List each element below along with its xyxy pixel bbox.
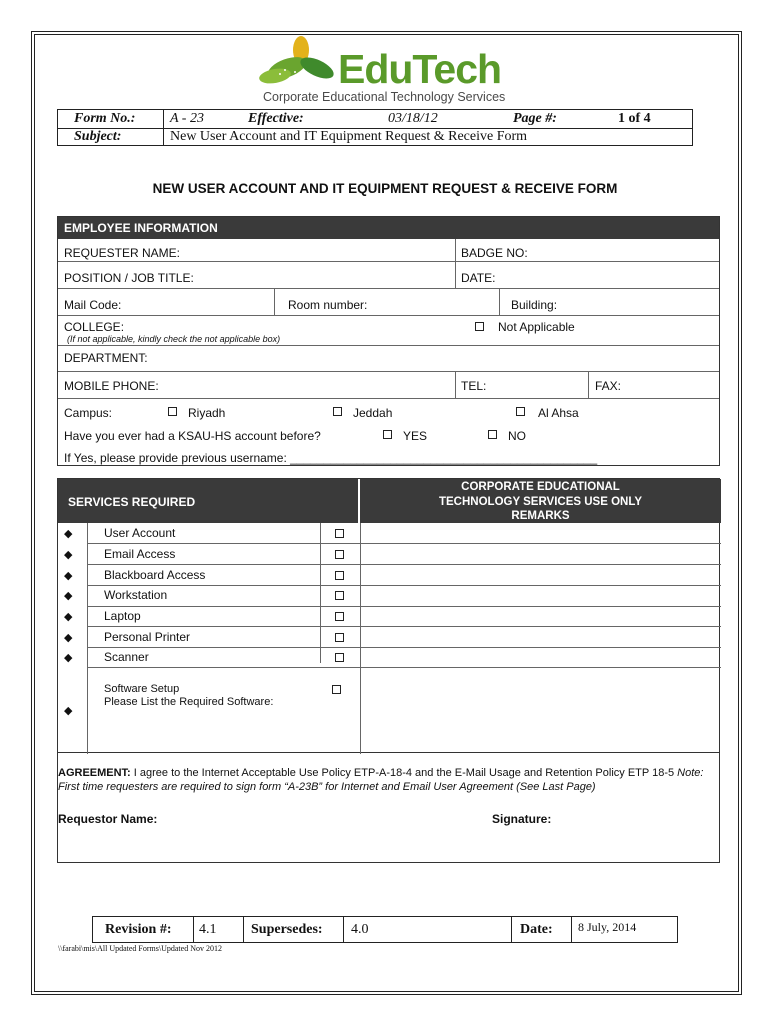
subject-value: New User Account and IT Equipment Request & Receive Form	[170, 129, 528, 144]
no-label: NO	[508, 429, 526, 443]
footer-file-path: \\farabi\mis\All Updated Forms\Updated Nov 2012	[58, 944, 222, 953]
bullet-diamond-icon: ◆	[64, 528, 73, 540]
logo-tagline: Corporate Educational Technology Services	[263, 90, 506, 104]
ksau-account-question: Have you ever had a KSAU-HS account before?	[64, 429, 321, 443]
form-header	[57, 109, 693, 146]
agreement-text	[58, 766, 708, 794]
bullet-diamond-icon: ◆	[64, 570, 73, 582]
signature-label: Signature:	[492, 812, 552, 826]
user-account-checkbox[interactable]	[335, 529, 344, 538]
revision-label: Revision #:	[105, 922, 172, 937]
campus-label: Campus:	[64, 406, 113, 420]
software-setup-checkbox[interactable]	[332, 685, 341, 694]
personal-printer-checkbox[interactable]	[335, 633, 344, 642]
tel-label: TEL:	[461, 379, 487, 393]
jeddah-checkbox[interactable]	[333, 407, 342, 416]
page-title: NEW USER ACCOUNT AND IT EQUIPMENT REQUEST & RECEIVE FORM	[152, 181, 618, 196]
form-no-value: A - 23	[170, 111, 204, 126]
bullet-diamond-icon: ◆	[64, 590, 73, 602]
room-number-label: Room number:	[288, 298, 368, 312]
revision-date-label: Date:	[520, 922, 553, 937]
subject-label: Subject:	[74, 129, 122, 144]
yes-checkbox[interactable]	[383, 430, 392, 439]
not-applicable-checkbox[interactable]	[475, 322, 484, 331]
college-label: COLLEGE:	[64, 320, 125, 334]
previous-username-field[interactable]: If Yes, please provide previous username: ______________________________________________	[64, 451, 598, 465]
remarks-heading-line-1: CORPORATE EDUCATIONAL	[461, 481, 620, 493]
mobile-phone-label: MOBILE PHONE:	[64, 379, 159, 393]
requestor-name-label: Requestor Name:	[58, 812, 158, 826]
riyadh-label: Riyadh	[188, 406, 226, 420]
laptop-checkbox[interactable]	[335, 612, 344, 621]
service-item-personal-printer: Personal Printer	[104, 630, 191, 644]
service-item-workstation: Workstation	[104, 588, 168, 602]
college-note: (If not applicable, kindly check the not applicable box)	[67, 334, 281, 344]
workstation-checkbox[interactable]	[335, 591, 344, 600]
not-applicable-label: Not Applicable	[498, 320, 575, 334]
bullet-diamond-icon: ◆	[64, 705, 73, 717]
jeddah-label: Jeddah	[353, 406, 393, 420]
scanner-checkbox[interactable]	[335, 653, 344, 662]
agreement-section	[57, 753, 720, 863]
form-no-label: Form No.:	[74, 111, 136, 126]
services-required-heading: SERVICES REQUIRED	[58, 479, 358, 523]
software-setup-label: Software Setup	[104, 683, 180, 695]
email-access-checkbox[interactable]	[335, 550, 344, 559]
blackboard-access-checkbox[interactable]	[335, 571, 344, 580]
al-ahsa-label: Al Ahsa	[538, 406, 579, 420]
revision-table	[92, 916, 678, 943]
remarks-heading	[360, 479, 721, 523]
agreement-label: AGREEMENT:	[58, 767, 131, 779]
bullet-diamond-icon: ◆	[64, 632, 73, 644]
employee-information-heading: EMPLOYEE INFORMATION	[58, 217, 719, 239]
logo-wordmark: EduTech	[338, 46, 502, 92]
page-label: Page #:	[513, 111, 557, 126]
department-label: DEPARTMENT:	[64, 351, 148, 365]
remarks-heading-line-2: TECHNOLOGY SERVICES USE ONLY	[438, 495, 642, 508]
no-checkbox[interactable]	[488, 430, 497, 439]
bullet-diamond-icon: ◆	[64, 652, 73, 664]
page-value: 1 of 4	[618, 111, 651, 126]
supersedes-value: 4.0	[351, 922, 369, 937]
requester-name-label: REQUESTER NAME:	[64, 246, 181, 260]
supersedes-label: Supersedes:	[251, 922, 323, 937]
effective-label: Effective:	[248, 111, 304, 126]
service-item-blackboard-access: Blackboard Access	[104, 568, 206, 582]
al-ahsa-checkbox[interactable]	[516, 407, 525, 416]
service-item-scanner: Scanner	[104, 650, 149, 664]
agreement-note: Note: First time requesters are required to sign form “A-23B” for Internet and Email User Agreement (See Last Page)	[58, 767, 704, 793]
revision-value: 4.1	[199, 922, 217, 937]
position-label: POSITION / JOB TITLE:	[64, 271, 194, 285]
effective-value: 03/18/12	[388, 111, 438, 126]
bullet-diamond-icon: ◆	[64, 549, 73, 561]
service-item-email-access: Email Access	[104, 547, 176, 561]
revision-date-value: 8 July, 2014	[578, 920, 637, 934]
software-list-prompt: Please List the Required Software:	[104, 696, 274, 708]
services-required-section	[57, 478, 720, 753]
building-label: Building:	[511, 298, 558, 312]
service-item-laptop: Laptop	[104, 609, 141, 623]
mail-code-label: Mail Code:	[64, 298, 122, 312]
bullet-diamond-icon: ◆	[64, 611, 73, 623]
yes-label: YES	[403, 429, 428, 443]
service-item-user-account: User Account	[104, 526, 176, 540]
badge-no-label: BADGE NO:	[461, 246, 528, 260]
agreement-body: I agree to the Internet Acceptable Use Policy ETP-A-18-4 and the E-Mail Usage and Retention Policy ETP 18-5	[130, 767, 675, 779]
remarks-heading-line-3: REMARKS	[511, 510, 570, 522]
employee-information-section	[57, 216, 720, 466]
riyadh-checkbox[interactable]	[168, 407, 177, 416]
date-label: DATE:	[461, 271, 496, 285]
fax-label: FAX:	[595, 379, 622, 393]
